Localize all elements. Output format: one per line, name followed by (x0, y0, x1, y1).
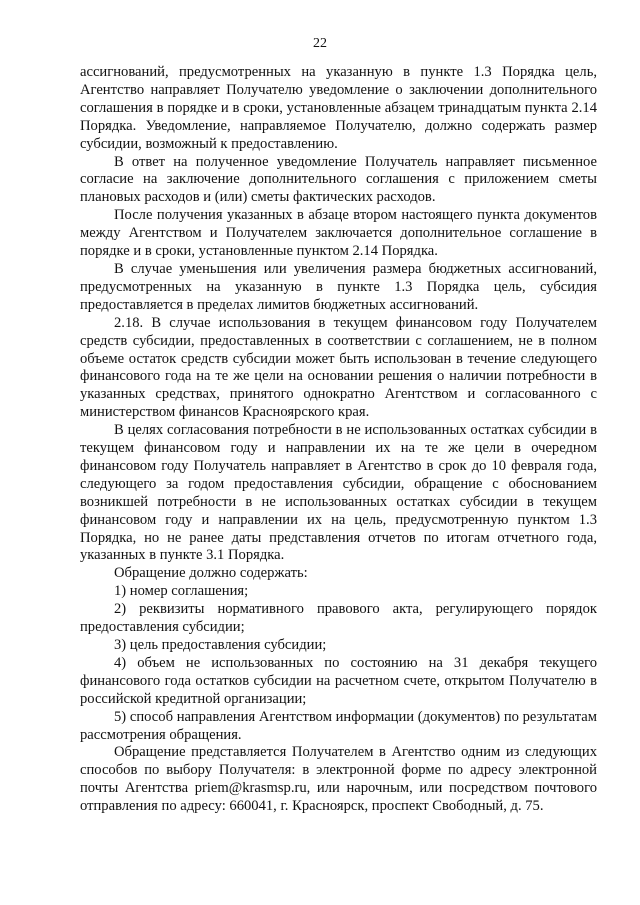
document-body (80, 64, 597, 816)
list-item-4: 4) объем не использованных по состоянию на 31 декабря текущего финансового года остатков субсидии на расчетном счете, открытом Получателю в российской кредитной организации; (80, 654, 597, 707)
paragraph-7-request-contents: Обращение должно содержать: (114, 565, 308, 582)
paragraph-3: После получения указанных в абзаце втором настоящего пункта документов между Агентством и Получателем заключается дополнительное соглашение в порядке и в сроки, установленные пунктом 2.14 Порядка. (80, 207, 597, 260)
list-item-3: 3) цель предоставления субсидии; (114, 637, 327, 653)
paragraph-1: ассигнований, предусмотренных на указанную в пункте 1.3 Порядка цель, Агентство направляет Получателю уведомление о заключении дополнительного соглашения в порядке и в сроки, установленные абзацем тринадцатым пункта 2.14 Порядка. Уведомление, направляемое Получателю, должно содержать размер субсидии, возможный к предоставлению. (80, 64, 597, 152)
paragraph-6: В целях согласования потребности в не использованных остатках субсидии в текущем финансовом году и направлении их на те же цели в очередном финансовом году Получатель направляет в Агентство в срок до 10 февраля года, следующего за годом предоставления субсидии, обращение с обоснованием возникшей потребности в не использованных остатках субсидии в текущем финансовом году и направлении их на цель, предусмотренную пунктом 1.3 Порядка, но не ранее даты представления отчетов по итогам отчетного года, указанных в пункте 3.1 Порядка. (80, 422, 597, 564)
list-item-1: 1) номер соглашения; (114, 583, 249, 600)
paragraph-5-clause-2-18: 2.18. В случае использования в текущем финансовом году Получателем средств субсидии, предоставленных в соответствии с соглашением, не в полном объеме остаток средств субсидии может быть использован в течение следующего финансового года на те же цели на основании решения о наличии потребности в указанных средствах, принятого однократно Агентством и согласованного с министерством финансов Красноярского края. (80, 314, 597, 421)
paragraph-2: В ответ на полученное уведомление Получатель направляет письменное согласие на заключение дополнительного соглашения с приложением сметы плановых расходов и (или) сметы фактических расходов. (80, 153, 597, 206)
list-item-2: 2) реквизиты нормативного правового акта, регулирующего порядок предоставления субсидии; (80, 601, 597, 636)
paragraph-submission-methods: Обращение представляется Получателем в Агентство одним из следующих способов по выбору Получателя: в электронной форме по адресу электронной почты Агентства priem@krasmsp.ru, или нарочным, или посредством почтового отправления по адресу: 660041, г. Красноярск, проспект Свободный, д. 75. (80, 744, 597, 815)
page-number: 22 (313, 36, 327, 51)
list-item-5: 5) способ направления Агентством информации (документов) по результатам рассмотрения обращения. (80, 708, 597, 743)
paragraph-4: В случае уменьшения или увеличения размера бюджетных ассигнований, предусмотренных на указанную в пункте 1.3 Порядка цель, субсидия предоставляется в пределах лимитов бюджетных ассигнований. (80, 260, 597, 313)
